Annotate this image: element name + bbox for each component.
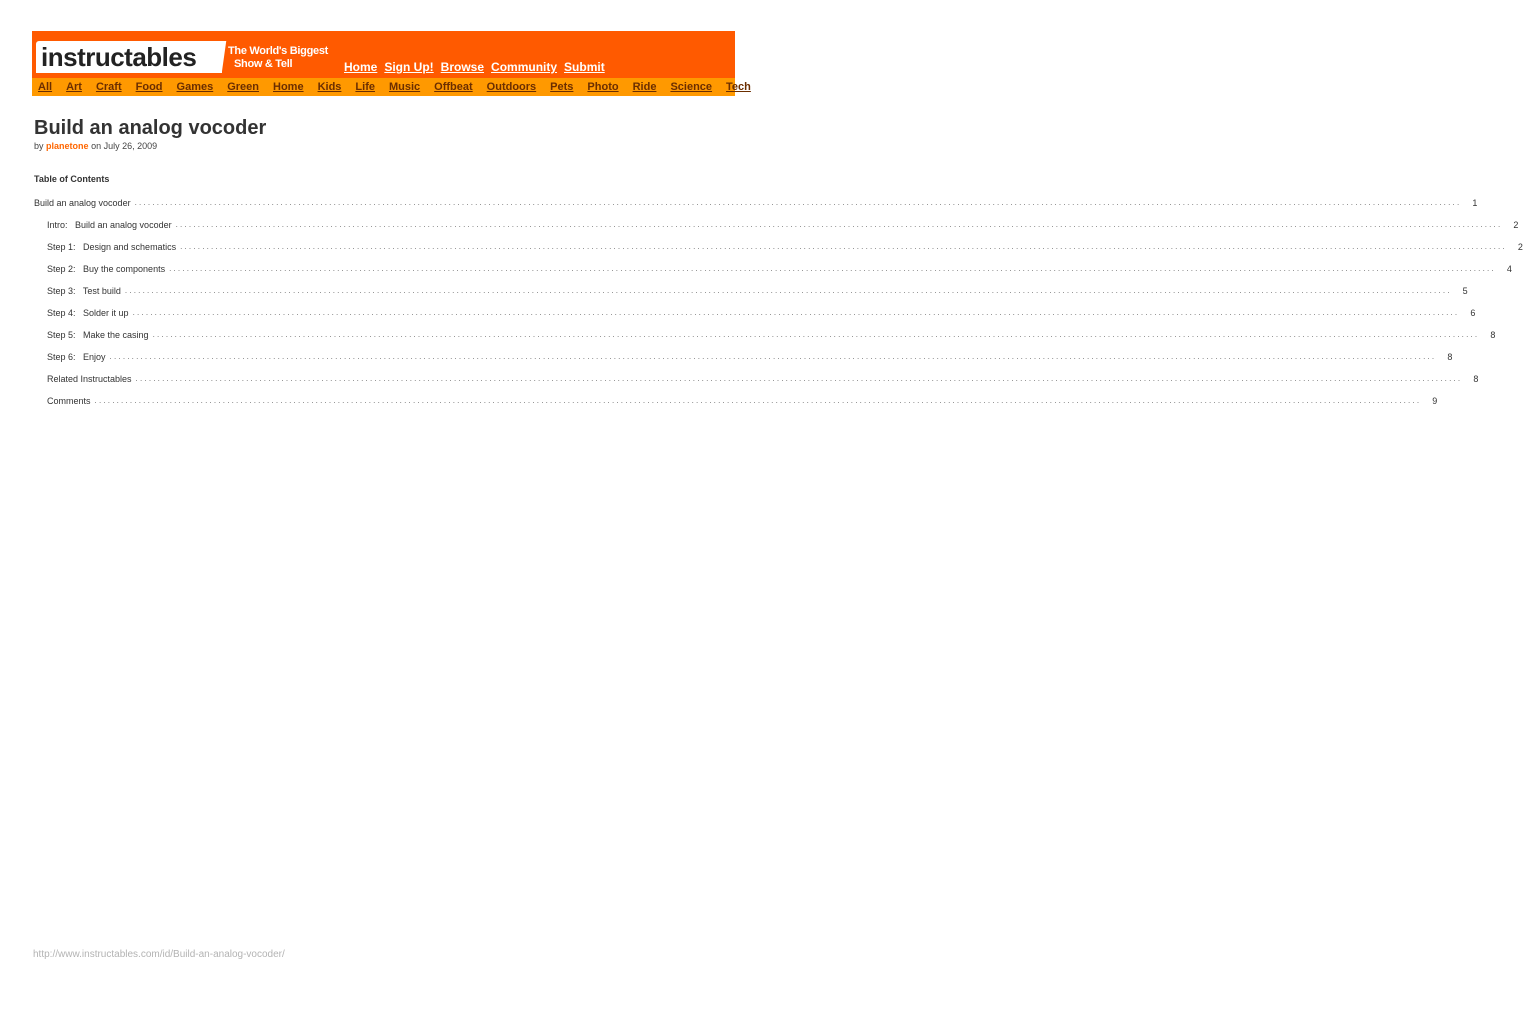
logo[interactable] (36, 41, 222, 73)
toc-entry-page: 1 (1472, 198, 1478, 208)
category-link-craft[interactable]: Craft (95, 81, 122, 93)
category-link-food[interactable]: Food (135, 81, 163, 93)
category-link-offbeat[interactable]: Offbeat (434, 81, 473, 93)
toc-entry[interactable] (34, 241, 1523, 263)
category-nav (38, 80, 765, 94)
category-link-science[interactable]: Science (670, 81, 713, 93)
nav-submit-link[interactable]: Submit (564, 60, 605, 74)
toc-leader-dots: ............................................................................................................................................................................................................................................................................................................ (132, 308, 1460, 317)
toc-leader-dots: ............................................................................................................................................................................................................................................................................................................ (180, 242, 1507, 251)
category-link-pets[interactable]: Pets (550, 81, 574, 93)
toc-entry-page: 8 (1473, 374, 1479, 384)
header-top-bar (32, 31, 735, 78)
top-nav (344, 60, 605, 74)
category-bar (32, 78, 751, 96)
page-title: Build an analog vocoder (34, 117, 267, 139)
toc-entry-page: 8 (1447, 352, 1453, 362)
toc-entry-page: 5 (1462, 286, 1468, 296)
tagline (228, 45, 338, 71)
category-link-art[interactable]: Art (66, 81, 82, 93)
toc-entry[interactable] (34, 329, 1496, 351)
category-link-photo[interactable]: Photo (587, 81, 619, 93)
toc-entry-page: 2 (1513, 220, 1519, 230)
category-link-kids[interactable]: Kids (317, 81, 342, 93)
toc-entry-page: 2 (1517, 242, 1523, 252)
toc-leader-dots: ............................................................................................................................................................................................................................................................................................................ (94, 396, 1422, 405)
category-link-ride[interactable]: Ride (632, 81, 657, 93)
toc-entry-page: 6 (1470, 308, 1476, 318)
category-link-green[interactable]: Green (227, 81, 260, 93)
toc-entry-label: Comments (47, 396, 91, 406)
toc-entry-label: Related Instructables (47, 374, 132, 384)
toc-entry[interactable] (34, 197, 1478, 219)
toc-leader-dots: ............................................................................................................................................................................................................................................................................................................ (175, 220, 1503, 229)
toc-entry-page: 9 (1432, 396, 1438, 406)
toc-entry[interactable] (34, 263, 1512, 285)
tagline-line-2: Show & Tell (234, 58, 293, 70)
toc-entry[interactable] (34, 307, 1476, 329)
byline (34, 141, 157, 151)
category-link-games[interactable]: Games (176, 81, 214, 93)
toc-entry-label: Step 3: Test build (47, 286, 121, 296)
publish-date: on July 26, 2009 (91, 141, 158, 151)
toc-entry-label: Intro: Build an analog vocoder (47, 220, 172, 230)
toc-leader-dots: ............................................................................................................................................................................................................................................................................................................ (152, 330, 1480, 339)
nav-community-link[interactable]: Community (491, 60, 558, 74)
toc-leader-dots: ............................................................................................................................................................................................................................................................................................................ (135, 374, 1463, 383)
toc-entry[interactable] (34, 395, 1438, 417)
tagline-line-1: The World's Biggest (228, 45, 328, 57)
toc-entry-page: 8 (1490, 330, 1496, 340)
toc-entry-label: Build an analog vocoder (34, 198, 131, 208)
footer-url: http://www.instructables.com/id/Build-an-analog-vocoder/ (33, 949, 285, 960)
nav-browse-link[interactable]: Browse (440, 60, 485, 74)
category-link-music[interactable]: Music (388, 81, 421, 93)
toc-leader-dots: ............................................................................................................................................................................................................................................................................................................ (169, 264, 1496, 273)
toc-entry[interactable] (34, 351, 1453, 373)
toc-entry[interactable] (34, 219, 1519, 241)
author-link[interactable]: planetone (46, 141, 89, 151)
table-of-contents (34, 197, 1523, 417)
nav-home-link[interactable]: Home (344, 60, 378, 74)
logo-text: instructables (41, 42, 197, 72)
nav-signup-link[interactable]: Sign Up! (384, 60, 434, 74)
toc-entry[interactable] (34, 373, 1479, 395)
toc-leader-dots: ............................................................................................................................................................................................................................................................................................................ (134, 198, 1462, 207)
byline-prefix: by (34, 141, 44, 151)
category-link-outdoors[interactable]: Outdoors (486, 81, 537, 93)
category-link-home[interactable]: Home (273, 81, 304, 93)
category-link-tech[interactable]: Tech (726, 81, 751, 93)
category-link-all[interactable]: All (38, 81, 53, 93)
toc-heading: Table of Contents (34, 174, 110, 184)
toc-leader-dots: ............................................................................................................................................................................................................................................................................................................ (124, 286, 1452, 295)
toc-entry-label: Step 6: Enjoy (47, 352, 106, 362)
toc-entry-label: Step 1: Design and schematics (47, 242, 177, 252)
toc-entry-label: Step 5: Make the casing (47, 330, 149, 340)
category-link-life[interactable]: Life (355, 81, 375, 93)
toc-leader-dots: ............................................................................................................................................................................................................................................................................................................ (109, 352, 1437, 361)
toc-entry-label: Step 4: Solder it up (47, 308, 129, 318)
toc-entry-label: Step 2: Buy the components (47, 264, 166, 274)
site-header (32, 31, 751, 96)
toc-entry[interactable] (34, 285, 1468, 307)
toc-entry-page: 4 (1506, 264, 1512, 274)
